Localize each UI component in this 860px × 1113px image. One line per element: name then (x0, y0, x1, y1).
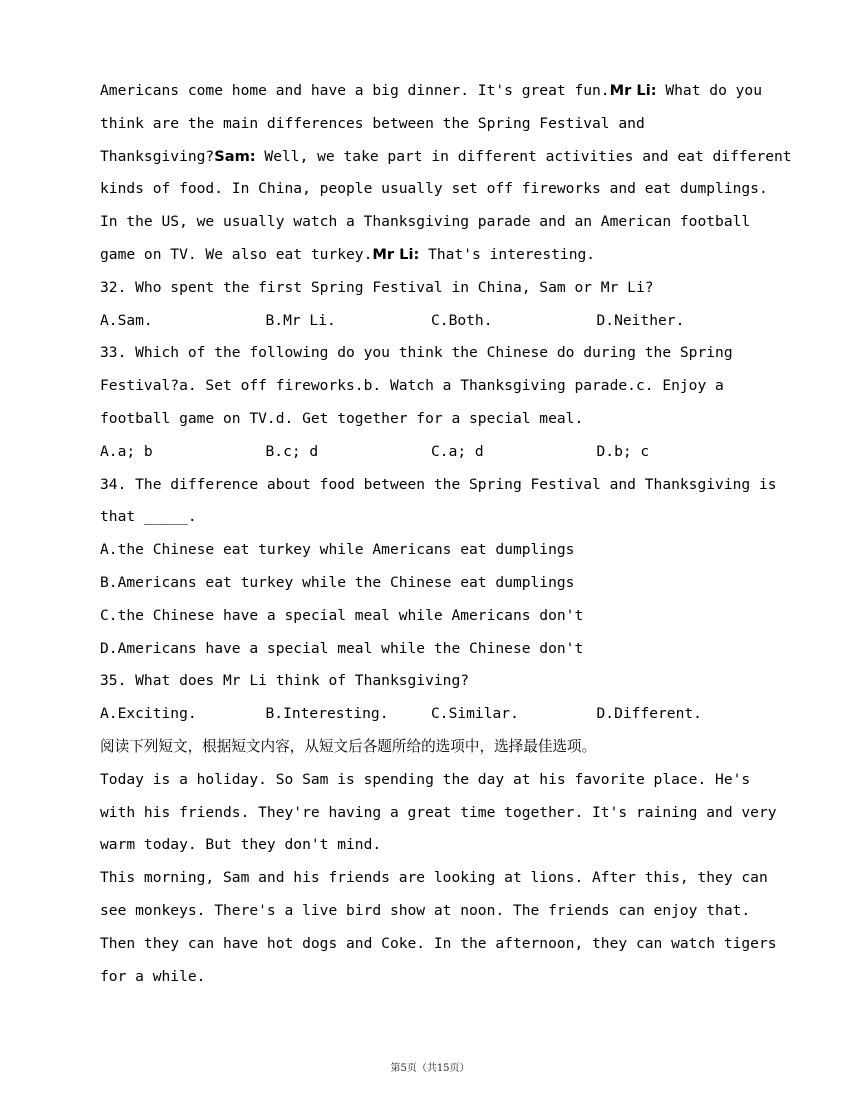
dialogue-line-6 (100, 242, 765, 275)
passage-line: for a while. (100, 967, 206, 985)
dialogue-text: game on TV. We also eat turkey. (100, 245, 373, 263)
option-d[interactable]: D.Different. (596, 705, 702, 723)
dialogue-line-3 (100, 144, 792, 177)
speaker-label: Sam: (214, 147, 256, 165)
question-35-stem: 35. What does Mr Li think of Thanksgiving? (100, 672, 470, 690)
option-b[interactable]: B.Americans eat turkey while the Chinese eat dumplings (100, 573, 575, 591)
passage-line: warm today. But they don't mind. (100, 836, 382, 854)
option-b[interactable]: B.c; d (265, 442, 319, 460)
passage-line: Today is a holiday. So Sam is spending the day at his favorite place. He's (100, 770, 751, 788)
question-32-stem: 32. Who spent the first Spring Festival in China, Sam or Mr Li? (100, 278, 654, 296)
question-32-options (100, 308, 765, 341)
option-b[interactable]: B.Interesting. (265, 705, 389, 723)
option-c[interactable]: C.Both. (431, 311, 493, 329)
option-a[interactable]: A.Exciting. (100, 705, 197, 723)
dialogue-line-4: kinds of food. In China, people usually set off fireworks and eat dumplings. (100, 180, 768, 198)
option-a[interactable]: A.a; b (100, 442, 153, 460)
dialogue-text: That's interesting. (419, 245, 596, 263)
page-number-footer: 第5页（共15页） (390, 1063, 470, 1074)
question-33-stem-cont: football game on TV.d. Get together for a special meal. (100, 409, 584, 427)
speaker-label: Mr Li: (372, 245, 420, 263)
passage-line: with his friends. They're having a great time together. It's raining and very (100, 803, 777, 821)
option-c[interactable]: C.a; d (431, 442, 484, 460)
question-33-stem: 33. Which of the following do you think the Chinese do during the Spring (100, 344, 733, 362)
question-34-stem-cont: that _____. (100, 508, 197, 526)
option-d[interactable]: D.b; c (596, 442, 650, 460)
dialogue-line-5: In the US, we usually watch a Thanksgiving parade and an American football (100, 213, 751, 231)
option-d[interactable]: D.Americans have a special meal while the Chinese don't (100, 639, 584, 657)
question-35-options (100, 701, 765, 734)
speaker-label: Mr Li: (609, 82, 657, 99)
page-content (100, 78, 792, 996)
dialogue-line-1 (100, 78, 765, 111)
dialogue-text: Well, we take part in different activities and eat different (255, 147, 792, 165)
option-a[interactable]: A.the Chinese eat turkey while Americans eat dumplings (100, 541, 575, 559)
question-33-options (100, 439, 765, 472)
question-34-stem: 34. The difference about food between the Spring Festival and Thanksgiving is (100, 475, 777, 493)
option-c[interactable]: C.the Chinese have a special meal while Americans don't (100, 606, 584, 624)
dialogue-text: Thanksgiving? (100, 147, 215, 165)
question-33-stem-cont: Festival?a. Set off fireworks.b. Watch a Thanksgiving parade.c. Enjoy a (100, 377, 724, 395)
option-b[interactable]: B.Mr Li. (265, 311, 336, 329)
option-a[interactable]: A.Sam. (100, 311, 153, 329)
passage-line: Then they can have hot dogs and Coke. In the afternoon, they can watch tigers (100, 934, 777, 952)
dialogue-text: Americans come home and have a big dinner. It's great fun. (100, 82, 610, 99)
reading-instruction: 阅读下列短文，根据短文内容，从短文后各题所给的选项中，选择最佳选项。 (100, 737, 597, 755)
dialogue-line-2: think are the main differences between the Spring Festival and (100, 114, 645, 132)
dialogue-text: What do you (656, 82, 762, 99)
option-d[interactable]: D.Neither. (596, 311, 685, 329)
passage-line: This morning, Sam and his friends are looking at lions. After this, they can (100, 869, 768, 887)
option-c[interactable]: C.Similar. (431, 705, 519, 723)
passage-line: see monkeys. There's a live bird show at noon. The friends can enjoy that. (100, 901, 751, 919)
